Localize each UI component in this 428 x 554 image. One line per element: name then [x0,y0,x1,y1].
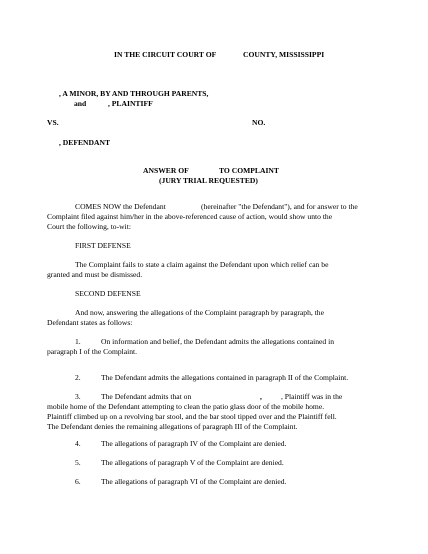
title-jury: (JURY TRIAL REQUESTED) [159,176,258,185]
first-defense-heading: FIRST DEFENSE [75,241,131,250]
plaintiff-label: , PLAINTIFF [108,99,153,108]
second-defense-line-1: And now, answering the allegations of the Complaint paragraph by paragraph, the [75,308,324,317]
intro-line-3: Court the following, to-wit: [47,222,131,231]
item-3-number: 3. [75,392,81,401]
intro-line-2: Complaint filed against him/her in the above-referenced cause of action, would show unto the [47,212,333,221]
item-4-number: 4. [75,439,81,448]
court-name-right: COUNTY, MISSISSIPPI [243,50,325,59]
item-4-line-1: The allegations of paragraph IV of the Complaint are denied. [101,439,287,448]
plaintiff-and: and [74,99,87,108]
item-5-line-1: The allegations of paragraph V of the Complaint are denied. [101,458,284,467]
item-3-line-4: The Defendant denies the remaining allegations of paragraph III of the Complaint. [47,422,298,431]
item-3-line-2: mobile home of the Defendant attempting to clean the patio glass door of the mobile home. [47,402,325,411]
second-defense-line-2: Defendant states as follows: [47,318,133,327]
item-6-line-1: The allegations of paragraph VI of the Complaint are denied. [101,477,287,486]
intro-part-b: (hereinafter "the Defendant"), and for answer to the [201,202,358,211]
first-defense-line-1: The Complaint fails to state a claim against the Defendant upon which relief can be [75,260,329,269]
title-left: ANSWER OF [143,166,189,175]
court-name-left: IN THE CIRCUIT COURT OF [114,50,217,59]
item-3-line-1-b: , Plaintiff was in the [281,392,343,401]
item-5-number: 5. [75,458,81,467]
title-right: TO COMPLAINT [219,166,279,175]
versus-label: VS. [47,118,59,127]
plaintiff-line-1: , A MINOR, BY AND THROUGH PARENTS, [59,89,209,98]
second-defense-heading: SECOND DEFENSE [75,289,141,298]
item-1-line-2: paragraph I of the Complaint. [47,347,138,356]
item-6-number: 6. [75,477,81,486]
case-number-label: NO. [252,118,266,127]
first-defense-line-2: granted and must be dismissed. [47,270,143,279]
item-3-line-1-a: The Defendant admits that on [101,392,192,401]
defendant-label: , DEFENDANT [59,138,111,147]
item-2-line-1: The Defendant admits the allegations contained in paragraph II of the Complaint. [101,373,349,382]
item-3-line-3: Plaintiff climbed up on a revolving bar stool, and the bar stool tipped over and the Plaintiff fell. [47,412,337,421]
intro-part-a: COMES NOW the Defendant [75,202,166,211]
item-3-date-comma: , [260,392,262,401]
item-1-line-1: On information and belief, the Defendant admits the allegations contained in [101,337,335,346]
item-2-number: 2. [75,373,81,382]
item-1-number: 1. [75,337,81,346]
